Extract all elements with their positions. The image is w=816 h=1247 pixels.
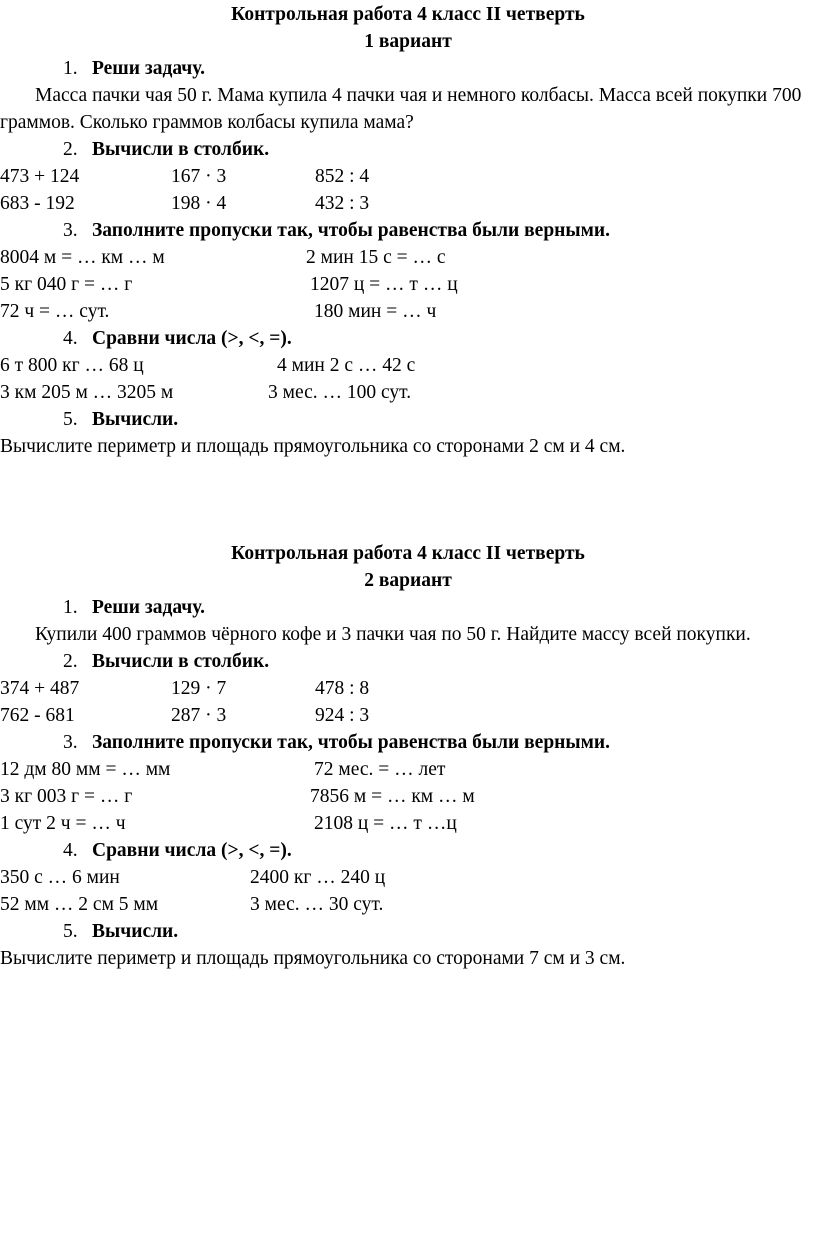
expression: 12 дм 80 мм = … мм (0, 759, 171, 780)
task-1-problem-text: Купили 400 граммов чёрного кофе и 3 пачки чая по 50 г. Найдите массу всей покупки. (35, 624, 751, 645)
task-label: Сравни числа (>, <, =). (92, 328, 292, 349)
expression: 924 : 3 (315, 705, 370, 726)
task-4-row (0, 864, 816, 891)
expression: 3 мес. … 30 сут. (250, 894, 384, 915)
expression: 1 сут 2 ч = … ч (0, 813, 126, 834)
worksheet-title: Контрольная работа 4 класс II четверть (231, 4, 585, 25)
task-2-row (0, 702, 816, 729)
task-5-text: Вычислите периметр и площадь прямоугольника со сторонами 7 см и 3 см. (0, 948, 626, 969)
task-1-heading (0, 594, 816, 621)
expression: 3 кг 003 г = … г (0, 786, 133, 807)
task-number: 5. (63, 921, 78, 942)
task-3-heading (0, 217, 816, 244)
expression: 72 мес. = … лет (314, 759, 446, 780)
task-label: Заполните пропуски так, чтобы равенства были верными. (92, 220, 611, 241)
expression: 129 · 7 (171, 678, 227, 699)
task-2-row (0, 190, 816, 217)
task-number: 1. (63, 597, 78, 618)
task-number: 1. (63, 58, 78, 79)
task-label: Вычисли. (92, 409, 179, 430)
task-1-problem-text: Масса пачки чая 50 г. Мама купила 4 пачки чая и немного колбасы. Масса всей покупки 700 граммов. Сколько граммов колбасы купила мама? (0, 85, 802, 133)
expression: 4 мин 2 с … 42 с (277, 355, 416, 376)
variant-1 (0, 1, 816, 460)
task-2-row (0, 163, 816, 190)
variant-heading: 2 вариант (364, 570, 452, 591)
task-number: 4. (63, 328, 78, 349)
expression: 1207 ц = … т … ц (310, 274, 458, 295)
task-3-row (0, 244, 816, 271)
expression: 478 : 8 (315, 678, 370, 699)
task-label: Реши задачу. (92, 58, 205, 79)
task-number: 4. (63, 840, 78, 861)
expression: 852 : 4 (315, 166, 370, 187)
task-4-row (0, 352, 816, 379)
expression: 432 : 3 (315, 193, 370, 214)
task-number: 2. (63, 139, 78, 160)
task-3-row (0, 783, 816, 810)
expression: 374 + 487 (0, 678, 80, 699)
expression: 8004 м = … км … м (0, 247, 165, 268)
task-number: 3. (63, 732, 78, 753)
expression: 52 мм … 2 см 5 мм (0, 894, 159, 915)
expression: 3 км 205 м … 3205 м (0, 382, 174, 403)
expression: 350 с … 6 мин (0, 867, 120, 888)
task-number: 5. (63, 409, 78, 430)
expression: 7856 м = … км … м (310, 786, 475, 807)
task-2-heading (0, 648, 816, 675)
task-3-row (0, 271, 816, 298)
expression: 72 ч = … сут. (0, 301, 110, 322)
task-label: Реши задачу. (92, 597, 205, 618)
worksheet-title: Контрольная работа 4 класс II четверть (231, 543, 585, 564)
expression: 683 - 192 (0, 193, 75, 214)
task-number: 2. (63, 651, 78, 672)
expression: 2108 ц = … т …ц (314, 813, 457, 834)
expression: 167 · 3 (171, 166, 227, 187)
task-2-row (0, 675, 816, 702)
task-label: Вычисли в столбик. (92, 651, 270, 672)
task-number: 3. (63, 220, 78, 241)
task-3-heading (0, 729, 816, 756)
task-3-row (0, 810, 816, 837)
task-4-heading (0, 837, 816, 864)
expression: 5 кг 040 г = … г (0, 274, 133, 295)
task-3-row (0, 756, 816, 783)
task-5-heading (0, 406, 816, 433)
task-4-row (0, 891, 816, 918)
expression: 287 · 3 (171, 705, 227, 726)
expression: 180 мин = … ч (314, 301, 437, 322)
task-label: Вычисли в столбик. (92, 139, 270, 160)
task-5-heading (0, 918, 816, 945)
task-5-text: Вычислите периметр и площадь прямоугольника со сторонами 2 см и 4 см. (0, 436, 626, 457)
task-3-row (0, 298, 816, 325)
task-2-heading (0, 136, 816, 163)
task-1-heading (0, 55, 816, 82)
task-4-row (0, 379, 816, 406)
task-label: Заполните пропуски так, чтобы равенства были верными. (92, 732, 611, 753)
expression: 3 мес. … 100 сут. (268, 382, 412, 403)
expression: 6 т 800 кг … 68 ц (0, 355, 144, 376)
expression: 762 - 681 (0, 705, 75, 726)
task-label: Вычисли. (92, 921, 179, 942)
expression: 2400 кг … 240 ц (250, 867, 386, 888)
expression: 198 · 4 (171, 193, 227, 214)
variant-2 (0, 540, 816, 972)
variant-heading: 1 вариант (364, 31, 452, 52)
expression: 2 мин 15 с = … с (306, 247, 446, 268)
task-label: Сравни числа (>, <, =). (92, 840, 292, 861)
task-4-heading (0, 325, 816, 352)
expression: 473 + 124 (0, 166, 80, 187)
